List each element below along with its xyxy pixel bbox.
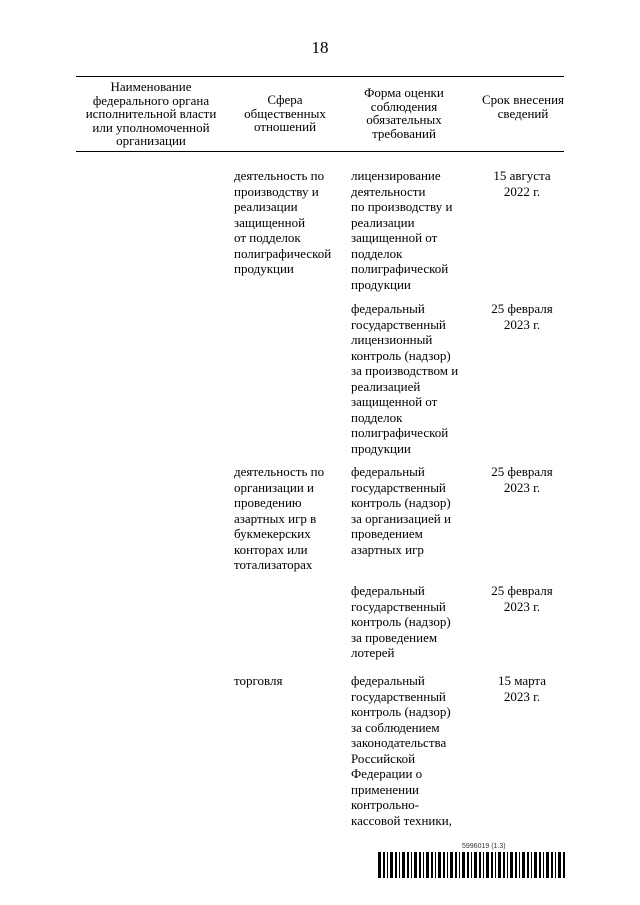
- barcode-bar: [435, 852, 436, 878]
- barcode-bar: [378, 852, 381, 878]
- row-2-deadline: 25 февраля 2023 г.: [491, 301, 553, 332]
- barcode-bar: [498, 852, 501, 878]
- barcode-bar: [543, 852, 544, 878]
- row-4-deadline: 25 февраля 2023 г.: [491, 583, 553, 614]
- barcode-bar: [462, 852, 465, 878]
- barcode-bar: [438, 852, 441, 878]
- barcode-bar: [507, 852, 508, 878]
- page-number: 18: [311, 38, 329, 57]
- barcode-bar: [491, 852, 493, 878]
- document-barcode: [378, 843, 566, 879]
- barcode-bar: [402, 852, 405, 878]
- table-header-bottom-rule: [76, 151, 564, 152]
- header-agency: Наименование федерального органа исполнительной власти или уполномоченной организации: [85, 79, 217, 148]
- barcode-bar: [483, 852, 484, 878]
- barcode-bar: [503, 852, 505, 878]
- barcode-bar: [455, 852, 457, 878]
- barcode-bar: [471, 852, 472, 878]
- barcode-bar: [527, 852, 529, 878]
- barcode-bar: [443, 852, 445, 878]
- row-4-form: федеральный государственный контроль (надзор) за проведением лотерей: [351, 583, 451, 660]
- barcode-bar: [426, 852, 429, 878]
- barcode-bar: [558, 852, 561, 878]
- barcode-bar: [390, 852, 393, 878]
- barcode-bar: [411, 852, 412, 878]
- row-3-sphere: деятельность по организации и проведению азартных игр в букмекерских конторах или тотализаторах: [234, 464, 325, 572]
- row-5-form: федеральный государственный контроль (надзор) за соблюдением законодательства Российской Федерации о применении контрольно- кассовой техники,: [351, 673, 452, 828]
- barcode-bar: [539, 852, 541, 878]
- row-2-form: федеральный государственный лицензионный контроль (надзор) за производством и реализацией защищенной от подделок полиграфической продукции: [351, 301, 459, 456]
- barcode-bar: [423, 852, 424, 878]
- barcode-bar: [474, 852, 477, 878]
- row-1-deadline: 15 августа 2022 г.: [493, 168, 551, 199]
- row-5-deadline: 15 марта 2023 г.: [497, 673, 547, 704]
- barcode-bar: [534, 852, 537, 878]
- barcode-bar: [450, 852, 453, 878]
- barcode-bar: [515, 852, 517, 878]
- header-deadline: Срок внесения сведений: [481, 92, 565, 121]
- barcode-bar: [531, 852, 532, 878]
- row-1-sphere: деятельность по производству и реализации защищенной от подделок полиграфической продукции: [234, 168, 332, 276]
- barcode-bar: [407, 852, 409, 878]
- row-1-form: лицензирование деятельности по производству и реализации защищенной от подделок полиграфической продукции: [351, 168, 453, 292]
- barcode-number: 5996019 (1.3): [462, 843, 506, 850]
- barcode-bar: [519, 852, 520, 878]
- barcode-bar: [414, 852, 417, 878]
- barcode-bar: [510, 852, 513, 878]
- barcode-bar: [395, 852, 397, 878]
- row-3-deadline: 25 февраля 2023 г.: [491, 464, 553, 495]
- barcode-bar: [399, 852, 400, 878]
- barcode-bar: [387, 852, 388, 878]
- barcode-bar: [419, 852, 421, 878]
- barcode-bar: [467, 852, 469, 878]
- barcode-bar: [383, 852, 385, 878]
- barcode-bar: [555, 852, 556, 878]
- barcode-bar: [551, 852, 553, 878]
- barcode-bar: [546, 852, 549, 878]
- barcode-bar: [563, 852, 565, 878]
- barcode-bar: [479, 852, 481, 878]
- header-form: Форма оценки соблюдения обязательных требований: [364, 85, 444, 141]
- row-3-form: федеральный государственный контроль (надзор) за организацией и проведением азартных игр: [351, 464, 451, 557]
- barcode-bar: [486, 852, 489, 878]
- barcode-bar: [431, 852, 433, 878]
- barcode-icon: [378, 852, 566, 878]
- header-sphere: Сфера общественных отношений: [244, 92, 326, 134]
- barcode-bar: [459, 852, 460, 878]
- row-5-sphere: торговля: [234, 673, 283, 688]
- barcode-bar: [522, 852, 525, 878]
- barcode-bar: [495, 852, 496, 878]
- table-header-top-rule: [76, 76, 564, 77]
- barcode-bar: [447, 852, 448, 878]
